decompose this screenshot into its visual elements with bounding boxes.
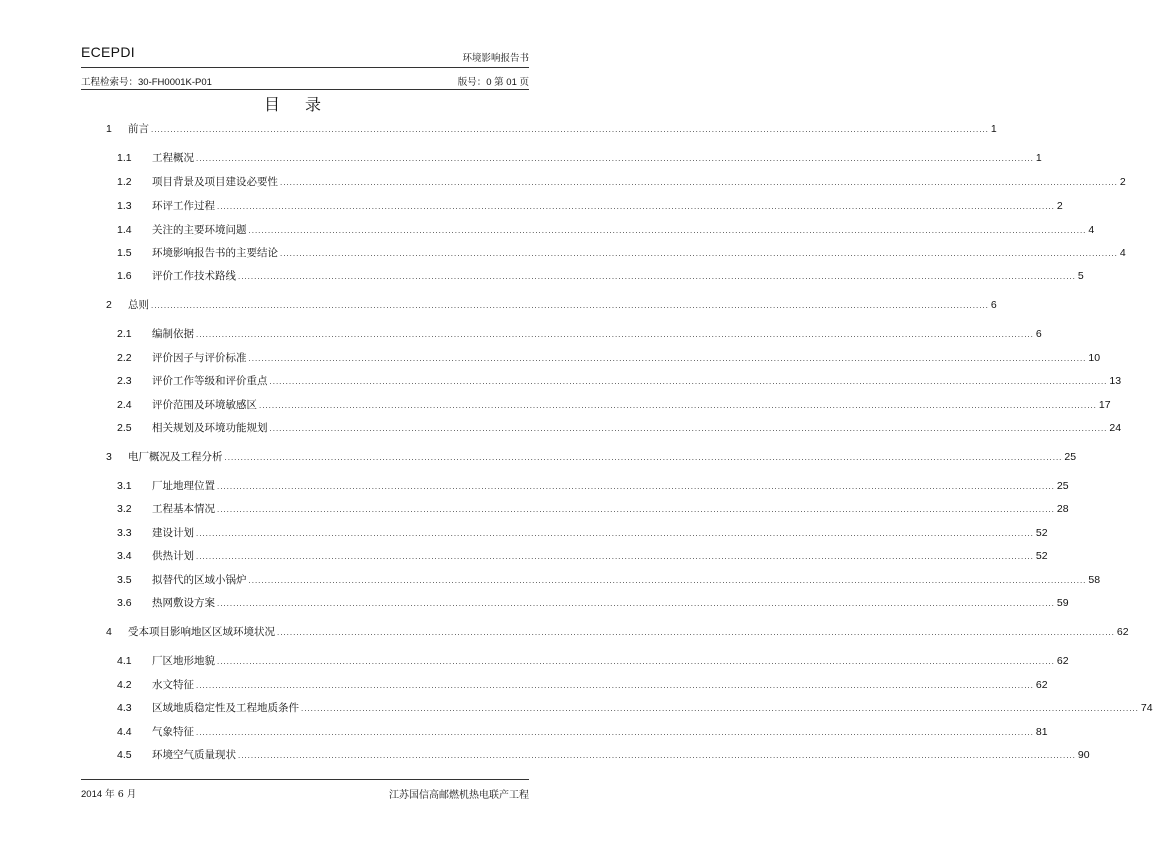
toc-entry-title: 环境影响报告书的主要结论: [152, 247, 278, 259]
toc-entry-page: 81: [1035, 726, 1048, 738]
document-type: 环境影响报告书: [462, 53, 529, 64]
toc-leader-dots: ....................................................................................................................................................................................................................................................................: [217, 505, 1055, 514]
toc-entry-number: 1.2: [117, 176, 132, 188]
toc-leader-dots: ....................................................................................................................................................................................................................................................................: [269, 377, 1108, 386]
toc-leader-dots: ....................................................................................................................................................................................................................................................................: [196, 552, 1034, 561]
toc-entry-title: 受本项目影响地区区域环境状况: [128, 626, 275, 638]
toc-entry-number: 2.5: [117, 422, 132, 434]
toc-leader-dots: ....................................................................................................................................................................................................................................................................: [196, 154, 1034, 163]
toc-leader-dots: ....................................................................................................................................................................................................................................................................: [248, 576, 1087, 585]
toc-entry-title: 水文特征: [152, 679, 194, 691]
toc-entry-page: 5: [1077, 270, 1084, 282]
toc-entry-title: 评价范围及环境敏感区: [152, 399, 257, 411]
toc-entry-number: 2.3: [117, 375, 132, 387]
toc-entry-page: 90: [1077, 749, 1090, 761]
toc-entry-title: 热网敷设方案: [152, 597, 215, 609]
toc-entry-number: 3.4: [117, 550, 132, 562]
footer-project-name: 江苏国信高邮燃机热电联产工程: [389, 790, 529, 801]
toc-entry-title: 气象特征: [152, 726, 194, 738]
toc-entry-page: 62: [1116, 626, 1129, 638]
toc-leader-dots: ....................................................................................................................................................................................................................................................................: [196, 728, 1034, 737]
toc-entry-number: 3.5: [117, 574, 132, 586]
toc-entry-number: 1.6: [117, 270, 132, 282]
toc-leader-dots: ....................................................................................................................................................................................................................................................................: [151, 125, 989, 134]
toc-leader-dots: ....................................................................................................................................................................................................................................................................: [217, 657, 1055, 666]
header-rule-top: [81, 67, 529, 68]
toc-section-entry[interactable]: [117, 397, 1111, 411]
toc-entry-number: 2.4: [117, 399, 132, 411]
footer-date: [81, 786, 136, 800]
toc-section-entry[interactable]: [117, 268, 1084, 282]
toc-leader-dots: ....................................................................................................................................................................................................................................................................: [217, 202, 1055, 211]
toc-leader-dots: ....................................................................................................................................................................................................................................................................: [280, 178, 1118, 187]
toc-section-entry[interactable]: [117, 198, 1063, 212]
project-code: [81, 74, 212, 88]
toc-entry-title: 工程概况: [152, 152, 194, 164]
toc-entry-title: 区域地质稳定性及工程地质条件: [152, 702, 299, 714]
toc-section-entry[interactable]: [117, 572, 1101, 586]
toc-entry-page: 25: [1064, 451, 1077, 463]
toc-entry-page: 74: [1140, 702, 1153, 714]
toc-entry-number: 2.2: [117, 352, 132, 364]
project-code-label: 工程检索号：: [81, 77, 139, 88]
toc-entry-number: 3.6: [117, 597, 132, 609]
project-code-value: 30-FH0001K-P01: [138, 77, 212, 88]
toc-entry-number: 3.1: [117, 480, 132, 492]
toc-entry-page: 59: [1056, 597, 1069, 609]
toc-entry-page: 52: [1035, 527, 1048, 539]
toc-leader-dots: ....................................................................................................................................................................................................................................................................: [280, 249, 1118, 258]
toc-entry-title: 总则: [128, 299, 149, 311]
toc-entry-title: 环境空气质量现状: [152, 749, 236, 761]
toc-entry-title: 前言: [128, 123, 149, 135]
toc-section-entry[interactable]: [117, 747, 1090, 761]
toc-entry-page: 13: [1109, 375, 1122, 387]
toc-entry-title: 相关规划及环境功能规划: [152, 422, 268, 434]
toc-entry-page: 1: [990, 123, 997, 135]
toc-leader-dots: ....................................................................................................................................................................................................................................................................: [301, 704, 1139, 713]
toc-leader-dots: ....................................................................................................................................................................................................................................................................: [277, 628, 1115, 637]
logo-text: ECEPDI: [81, 44, 135, 60]
toc-chapter-entry[interactable]: [106, 297, 997, 311]
toc-entry-number: 4.3: [117, 702, 132, 714]
toc-entry-number: 1: [106, 123, 112, 135]
toc-section-entry[interactable]: [117, 150, 1042, 164]
toc-chapter-entry[interactable]: [106, 449, 1077, 463]
toc-entry-title: 环评工作过程: [152, 200, 215, 212]
toc-entry-number: 4: [106, 626, 112, 638]
toc-section-entry[interactable]: [117, 350, 1101, 364]
toc-section-entry[interactable]: [117, 222, 1095, 236]
toc-title: 目 录: [263, 95, 332, 114]
toc-entry-page: 62: [1056, 655, 1069, 667]
toc-entry-title: 编制依据: [152, 328, 194, 340]
version-info: [458, 74, 529, 88]
toc-entry-number: 3.3: [117, 527, 132, 539]
toc-entry-title: 项目背景及项目建设必要性: [152, 176, 278, 188]
toc-entry-title: 电厂概况及工程分析: [128, 451, 223, 463]
toc-leader-dots: ....................................................................................................................................................................................................................................................................: [238, 751, 1076, 760]
toc-entry-page: 10: [1088, 352, 1101, 364]
toc-entry-number: 2: [106, 299, 112, 311]
toc-leader-dots: ....................................................................................................................................................................................................................................................................: [259, 401, 1097, 410]
toc-entry-number: 4.2: [117, 679, 132, 691]
toc-leader-dots: ....................................................................................................................................................................................................................................................................: [269, 424, 1108, 433]
toc-entry-number: 4.4: [117, 726, 132, 738]
toc-leader-dots: ....................................................................................................................................................................................................................................................................: [217, 599, 1055, 608]
toc-leader-dots: ....................................................................................................................................................................................................................................................................: [224, 453, 1063, 462]
toc-entry-number: 1.4: [117, 224, 132, 236]
toc-section-entry[interactable]: [117, 525, 1048, 539]
toc-entry-page: 62: [1035, 679, 1048, 691]
toc-entry-page: 4: [1119, 247, 1126, 259]
toc-entry-page: 1: [1035, 152, 1042, 164]
toc-leader-dots: ....................................................................................................................................................................................................................................................................: [248, 226, 1087, 235]
toc-entry-number: 4.5: [117, 749, 132, 761]
toc-section-entry[interactable]: [117, 501, 1069, 515]
toc-entry-page: 28: [1056, 503, 1069, 515]
toc-entry-page: 6: [990, 299, 997, 311]
toc-entry-title: 评价工作技术路线: [152, 270, 236, 282]
toc-entry-page: 2: [1056, 200, 1063, 212]
toc-entry-number: 3.2: [117, 503, 132, 515]
toc-entry-title: 评价工作等级和评价重点: [152, 375, 268, 387]
toc-entry-title: 供热计划: [152, 550, 194, 562]
header-rule-bottom: [81, 89, 529, 90]
toc-section-entry[interactable]: [117, 653, 1069, 667]
toc-entry-number: 4.1: [117, 655, 132, 667]
toc-entry-page: 4: [1088, 224, 1095, 236]
toc-section-entry[interactable]: [117, 677, 1048, 691]
toc-entry-number: 1.1: [117, 152, 132, 164]
toc-section-entry[interactable]: [117, 245, 1126, 259]
toc-chapter-entry[interactable]: [106, 624, 1129, 638]
toc-leader-dots: ....................................................................................................................................................................................................................................................................: [151, 301, 989, 310]
toc-leader-dots: ....................................................................................................................................................................................................................................................................: [238, 272, 1076, 281]
toc-leader-dots: ....................................................................................................................................................................................................................................................................: [217, 482, 1055, 491]
toc-section-entry[interactable]: [117, 420, 1122, 434]
toc-section-entry[interactable]: [117, 595, 1069, 609]
toc-entry-number: 3: [106, 451, 112, 463]
toc-entry-page: 24: [1109, 422, 1122, 434]
toc-section-entry[interactable]: [117, 548, 1048, 562]
toc-leader-dots: ....................................................................................................................................................................................................................................................................: [196, 681, 1034, 690]
toc-section-entry[interactable]: [117, 478, 1069, 492]
toc-entry-page: 6: [1035, 328, 1042, 340]
toc-entry-title: 厂址地理位置: [152, 480, 215, 492]
toc-leader-dots: ....................................................................................................................................................................................................................................................................: [248, 354, 1087, 363]
toc-entry-page: 17: [1098, 399, 1111, 411]
toc-entry-number: 2.1: [117, 328, 132, 340]
toc-entry-page: 58: [1088, 574, 1101, 586]
toc-entry-title: 建设计划: [152, 527, 194, 539]
toc-entry-title: 工程基本情况: [152, 503, 215, 515]
toc-section-entry[interactable]: [117, 724, 1048, 738]
toc-entry-title: 关注的主要环境问题: [152, 224, 247, 236]
toc-section-entry[interactable]: [117, 174, 1126, 188]
toc-entry-number: 1.3: [117, 200, 132, 212]
toc-entry-number: 1.5: [117, 247, 132, 259]
footer-rule: [81, 779, 529, 780]
footer-month: 年 6 月: [105, 789, 137, 800]
footer-year: 2014: [81, 789, 103, 800]
toc-entry-page: 2: [1119, 176, 1126, 188]
toc-entry-page: 25: [1056, 480, 1069, 492]
toc-entry-title: 厂区地形地貌: [152, 655, 215, 667]
toc-chapter-entry[interactable]: [106, 121, 997, 135]
version-label: 版号：: [457, 77, 487, 88]
toc-entry-page: 52: [1035, 550, 1048, 562]
version-value: 0 第 01 页: [486, 77, 529, 88]
toc-section-entry[interactable]: [117, 700, 1153, 714]
toc-leader-dots: ....................................................................................................................................................................................................................................................................: [196, 529, 1034, 538]
toc-leader-dots: ....................................................................................................................................................................................................................................................................: [196, 330, 1034, 339]
toc-entry-title: 评价因子与评价标准: [152, 352, 247, 364]
toc-entry-title: 拟替代的区域小锅炉: [152, 574, 247, 586]
toc-section-entry[interactable]: [117, 373, 1122, 387]
toc-section-entry[interactable]: [117, 326, 1042, 340]
